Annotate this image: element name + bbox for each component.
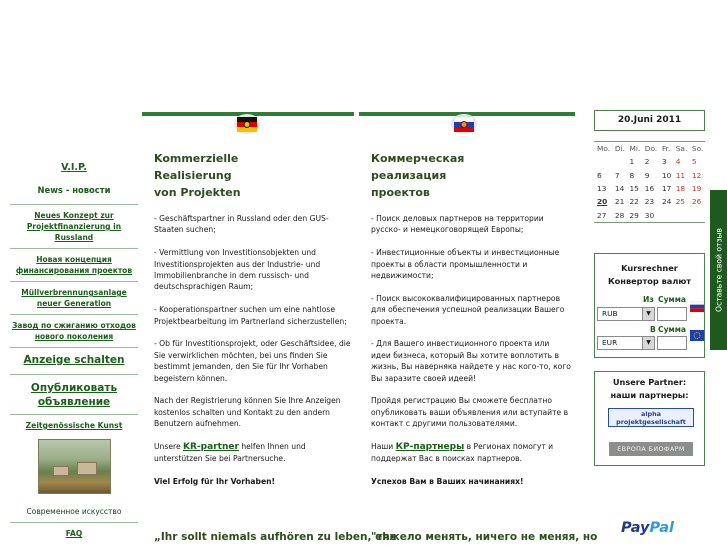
weekday-label: Mi. — [629, 144, 641, 154]
ru-partner-post: в Регионах помогут и поддержат Вас в поисках партнеров. — [371, 442, 554, 464]
nav-divider — [10, 374, 138, 375]
ru-paragraph: - Для Вашего инвестиционного проекта или идеи бизнеса, который Вы хотите воплотить в жизнь, Вы наверняка найдете у нас кого-то, кого Вы заразите своей идеей! — [371, 339, 571, 383]
calendar-day[interactable]: 4 — [675, 157, 681, 167]
converter-title-ru: Конвертор валют — [607, 275, 692, 286]
left-navigation — [10, 150, 138, 539]
calendar-day — [689, 208, 705, 221]
de-kr-partner-link[interactable]: KR-partner — [183, 442, 239, 453]
calendar-day — [612, 155, 627, 168]
de-paragraph: - Kooperationspartner suchen um eine nahtlose Projektbearbeitung im Partnerland sicherzustellen; — [154, 305, 347, 326]
paypal-logo-part1: Pay — [621, 520, 650, 536]
nav-item-zavod[interactable]: Завод по сжиганию отходов нового поколения — [12, 321, 136, 341]
partners-title-ru: наши партнеры: — [610, 389, 689, 400]
german-flag-icon[interactable] — [232, 113, 262, 135]
calendar-day[interactable]: 17 — [661, 184, 672, 194]
calendar-day[interactable]: 19 — [691, 184, 702, 194]
ru-closing: Успехов Вам в Ваших начинаниях! — [371, 477, 524, 487]
calendar-day — [659, 208, 673, 221]
de-paragraph: - Ob für Investitionsprojekt, oder Geschäftsidee, die Sie verwirklichen möchten, bei uns finden Sie bestimmt jemanden, den Sie für Ihr Vorhaben begeistern können. — [154, 339, 351, 383]
calendar-day[interactable]: 3 — [661, 157, 667, 167]
to-currency-select[interactable] — [597, 336, 655, 350]
ru-paragraph: - Поиск высококвалифицированных партнеров для обеспечения успешной реализации Вашего проекта. — [371, 293, 565, 326]
ru-quote: "тяжело менять, ничего не меняя, но — [371, 531, 598, 543]
calendar-day[interactable]: 12 — [691, 170, 702, 180]
nav-vip[interactable]: V.I.P. — [61, 162, 87, 173]
nav-divider — [10, 347, 138, 348]
calendar-day[interactable]: 6 — [597, 170, 602, 180]
alpha-partner-logo[interactable]: alpha projektgesellschaft — [608, 408, 694, 427]
calendar-day[interactable]: 25 — [675, 197, 686, 207]
russian-content — [371, 150, 598, 545]
chevron-down-icon: ▼ — [642, 337, 654, 349]
calendar-day[interactable]: 16 — [644, 184, 655, 194]
to-currency-value: EUR — [602, 338, 618, 347]
de-paragraph: - Vermittlung von Investitionsobjekten und Investitionsprojekten aus der Industrie- und Immobilienbranche in dem russisch- und deutschsprachigen Raum; — [154, 248, 321, 292]
nav-faq[interactable]: FAQ — [65, 529, 83, 538]
nav-item-koncepciya[interactable]: Новая концепция финансирования проектов — [15, 255, 133, 275]
calendar-table — [594, 142, 705, 222]
calendar-week-row — [594, 208, 705, 221]
calendar-day[interactable]: 8 — [629, 170, 635, 180]
calendar-day — [594, 155, 612, 168]
weekday-label: So. — [691, 144, 704, 154]
calendar-day[interactable]: 24 — [661, 197, 672, 207]
eu-flag-icon — [690, 330, 704, 341]
to-amount-input[interactable] — [657, 336, 687, 350]
russian-flag-icon — [690, 301, 704, 312]
calendar-day[interactable]: 22 — [629, 197, 639, 207]
calendar-day[interactable]: 9 — [644, 170, 650, 180]
weekday-label: Di. — [614, 144, 626, 154]
partners-title-de: Unsere Partner: — [612, 377, 687, 387]
nav-divider — [10, 248, 138, 249]
paypal-logo[interactable] — [621, 520, 674, 536]
calendar-day[interactable]: 21 — [614, 197, 625, 207]
feedback-label: Оставьте свой отзыв — [714, 228, 723, 312]
de-title: Kommerzielle Realisierung von Projekten — [154, 152, 241, 199]
calendar-day[interactable]: 7 — [614, 170, 620, 180]
partners-box — [594, 371, 705, 466]
from-currency-value: RUB — [602, 309, 618, 318]
from-currency-select[interactable] — [597, 307, 655, 321]
feedback-tab[interactable] — [710, 190, 727, 350]
nav-anzeige-schalten[interactable]: Anzeige schalten — [23, 354, 125, 366]
calendar-day[interactable]: 11 — [675, 170, 686, 180]
calendar-day[interactable]: 2 — [644, 157, 650, 167]
ru-paragraph: - Инвестиционные объекты и инвестиционные проекты в области промышленности и недвижимости; — [371, 248, 560, 281]
calendar-day-today[interactable]: 20 — [597, 197, 608, 207]
de-closing: Viel Erfolg für Ihr Vorhaben! — [154, 477, 276, 487]
from-label: Из — [643, 295, 654, 304]
sum-label-from: Сумма — [658, 295, 687, 304]
to-label: В — [650, 325, 656, 334]
calendar-day — [673, 208, 689, 221]
calendar-day[interactable]: 27 — [597, 210, 607, 220]
calendar-day[interactable]: 28 — [614, 210, 625, 220]
nav-publish-ad[interactable]: Опубликовать объявление — [30, 382, 118, 408]
nav-kunst[interactable]: Zeitgenössische Kunst — [25, 421, 123, 430]
de-partner-paragraph — [154, 441, 354, 465]
calendar-header-row — [594, 142, 705, 155]
current-date: 20.Juni 2011 — [594, 110, 705, 131]
de-quote: „Ihr sollt niemals aufhören zu leben, ehe — [154, 531, 397, 543]
ru-paragraph: - Поиск деловых партнеров на территории русско- и немецкоговорящей Европы; — [371, 214, 544, 235]
currency-converter — [594, 253, 705, 358]
nav-kunst-ru[interactable]: Современное искусство — [26, 507, 122, 516]
nav-divider — [10, 281, 138, 282]
calendar-week-row — [594, 169, 705, 182]
nav-divider — [10, 522, 138, 523]
from-amount-input[interactable] — [657, 307, 687, 321]
calendar-week-row — [594, 182, 705, 195]
calendar-day[interactable]: 5 — [691, 157, 697, 167]
nav-divider — [10, 204, 138, 205]
ru-partner-pre: Наши — [371, 442, 396, 452]
calendar-day[interactable]: 15 — [629, 184, 639, 194]
nav-item-muellverbrennung[interactable]: Müllverbrennungsanlage neuer Generation — [21, 288, 127, 308]
calendar-day[interactable]: 26 — [691, 197, 702, 207]
calendar-day[interactable]: 29 — [629, 210, 639, 220]
calendar-day[interactable]: 14 — [614, 184, 625, 194]
calendar-day[interactable]: 13 — [597, 184, 607, 194]
sum-label-to: Сумма — [658, 325, 687, 334]
paypal-logo-part2: Pal — [649, 520, 674, 536]
de-paragraph: - Geschäftspartner in Russland oder den GUS-Staaten suchen; — [154, 214, 329, 235]
converter-title-de: Kursrechner — [621, 263, 678, 273]
weekday-label: Sa. — [675, 144, 688, 154]
ru-title: Коммерческая реализация проектов — [371, 152, 465, 199]
calendar-day[interactable]: 10 — [661, 170, 672, 180]
de-partner-post: helfen Ihnen und unterstützen Sie bei Partnersuche. — [154, 442, 306, 464]
europa-biofarm-logo[interactable]: ЕВРОПА БИОФАРМ — [609, 442, 693, 456]
nav-news[interactable]: News - новости — [37, 185, 111, 195]
chevron-down-icon: ▼ — [642, 308, 654, 320]
calendar-day[interactable]: 23 — [644, 197, 655, 207]
nav-item-konzept[interactable]: Neues Konzept zur Projektfinanzierung in Russland — [26, 211, 122, 242]
de-partner-pre: Unsere — [154, 442, 184, 452]
calendar-week-row — [594, 155, 705, 168]
weekday-label: Mo. — [597, 144, 611, 154]
nav-divider — [10, 314, 138, 315]
weekday-label: Fr. — [661, 144, 671, 154]
calendar-day[interactable]: 30 — [644, 210, 655, 220]
ru-partner-paragraph — [371, 441, 571, 465]
calendar-day[interactable]: 18 — [675, 184, 686, 194]
weekday-label: Do. — [644, 144, 658, 154]
art-painting-image[interactable] — [38, 439, 111, 494]
ru-kr-partner-link[interactable]: КР-партнеры — [395, 442, 465, 453]
russian-flag-icon[interactable] — [449, 113, 479, 135]
calendar-day[interactable]: 1 — [629, 157, 635, 167]
de-paragraph: Nach der Registrierung können Sie Ihre Anzeigen kostenlos schalten und Kontakt zu den andern Benutzern aufnehmen. — [154, 396, 341, 429]
ru-paragraph: Пройдя регистрацию Вы сможете бесплатно опубликовать ваши объявления или вступайте в контакт с другими пользователями. — [371, 396, 569, 429]
nav-divider — [10, 414, 138, 415]
calendar — [594, 141, 705, 223]
calendar-week-row — [594, 195, 705, 208]
